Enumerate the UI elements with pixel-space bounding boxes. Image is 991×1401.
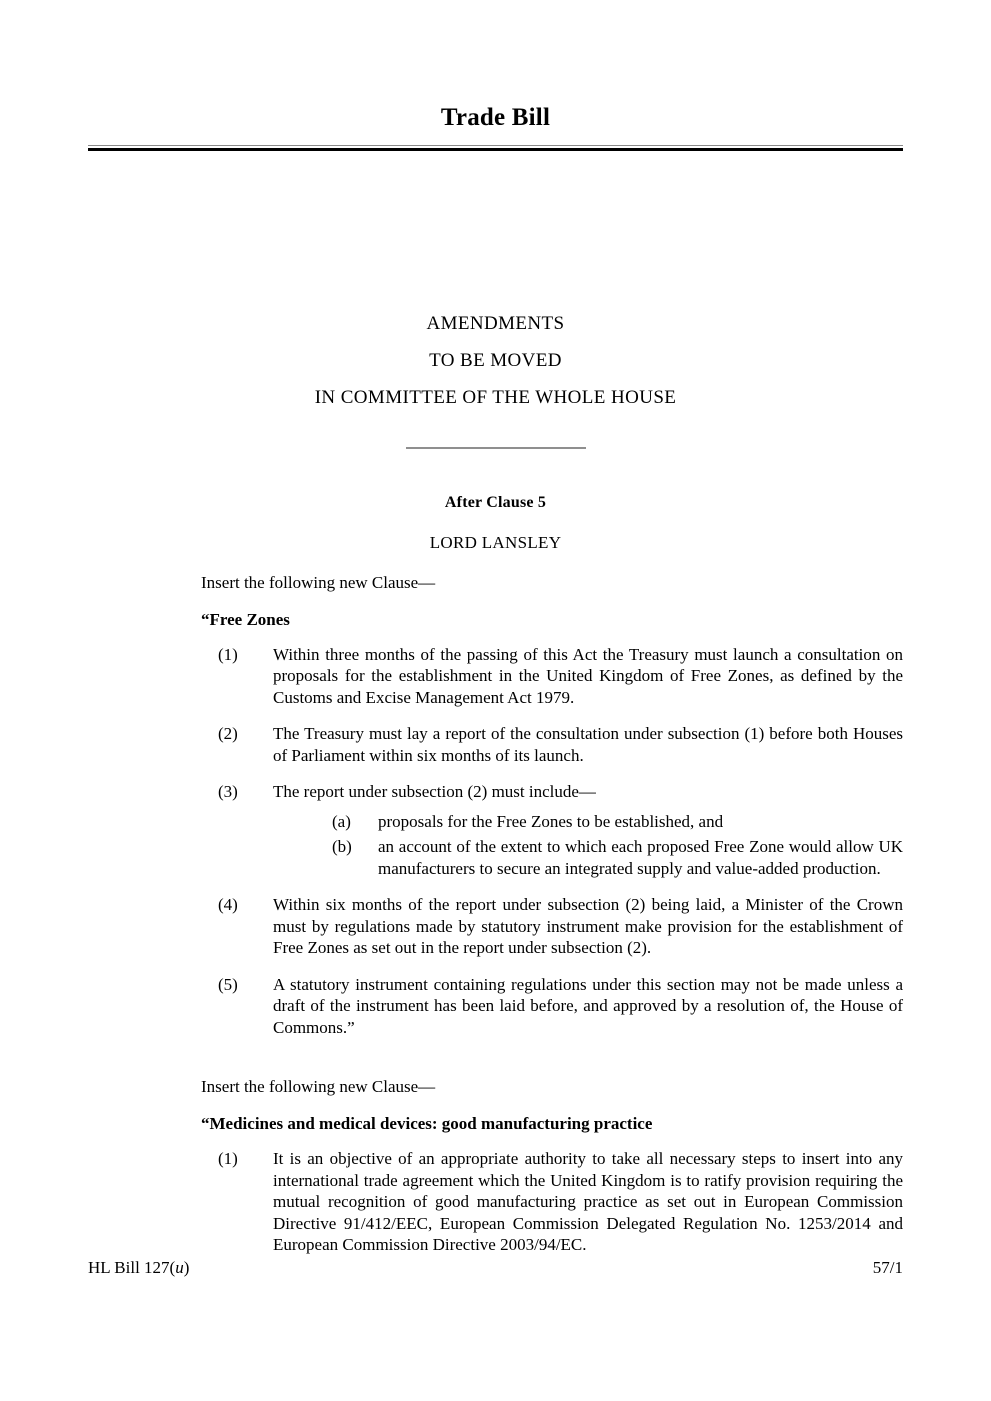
- document-title: Trade Bill: [440, 104, 551, 131]
- sub-item-letter: (a): [332, 811, 351, 831]
- subsection-number: (5): [218, 974, 238, 994]
- subsection-number: (1): [218, 1149, 238, 1168]
- separator-rule: [406, 447, 586, 449]
- sub-item: [332, 836, 903, 879]
- clause-1-subsections: [88, 644, 903, 1039]
- subsection-number: (2): [218, 724, 238, 743]
- clause-title-medicines: “Medicines and medical devices: good manufacturing practice: [201, 1114, 653, 1133]
- bill-reference-suffix: ): [183, 1258, 190, 1277]
- masthead-rule-thick: [88, 148, 903, 151]
- subsection-number: (3): [218, 782, 238, 801]
- amendments-heading-block: [88, 305, 903, 454]
- subsection-text: Within three months of the passing of this Act the Treasury must launch a consultation on proposals for the establishment in the United Kingdom of Free Zones, as defined by the Customs and Excise Management Act 1979.: [273, 644, 903, 707]
- insert-instruction-2: Insert the following new Clause—: [201, 1077, 436, 1096]
- clause-title-free-zones: “Free Zones: [201, 609, 290, 629]
- page-reference: 57/1: [872, 1258, 903, 1277]
- bill-reference: [88, 1258, 189, 1278]
- sub-item-letter: (b): [332, 837, 352, 856]
- sub-item-text: an account of the extent to which each proposed Free Zone would allow UK manufacturers to secure an integrated supply and value-added production.: [378, 837, 903, 878]
- bill-reference-prefix: HL Bill 127(: [88, 1258, 176, 1277]
- subsection: [218, 894, 903, 959]
- subsection: [218, 1148, 903, 1256]
- subsection: [218, 723, 903, 766]
- subsection-text: A statutory instrument containing regulations under this section may not be made unless a draft of the instrument has been laid before, and approved by a resolution of, the House of Commons.”: [273, 974, 903, 1037]
- clause-marker: After Clause 5: [444, 493, 547, 511]
- heading-line-to-be-moved: TO BE MOVED: [429, 349, 562, 371]
- clause-2-subsections: [88, 1148, 903, 1256]
- heading-separator: [88, 436, 903, 454]
- subsection-number: (1): [218, 644, 238, 664]
- heading-line-amendments: AMENDMENTS: [426, 312, 565, 334]
- member-name: LORD LANSLEY: [429, 532, 562, 552]
- subsection-text: The Treasury must lay a report of the consultation under subsection (1) before both Houses of Parliament within six months of its launch.: [273, 724, 903, 765]
- bill-reference-italic: u: [175, 1258, 184, 1277]
- masthead-rule: [88, 145, 903, 151]
- page-content: [88, 0, 903, 1256]
- subsection: [218, 974, 903, 1039]
- subsection: [218, 644, 903, 709]
- subsection-text: It is an objective of an appropriate authority to take all necessary steps to insert into any international trade agreement which the United Kingdom is to ratify provision requiring the mutual recognition of good manufacturing practice as set out in European Commission Directive 91/412/EEC, European Commission Delegated Regulation No. 1253/2014 and European Commission Directive 2003/94/EC.: [273, 1149, 903, 1254]
- subsection-3-items: [273, 811, 903, 880]
- insert-instruction-1: Insert the following new Clause—: [201, 572, 436, 592]
- sub-item: [332, 811, 903, 833]
- subsection: [218, 781, 903, 879]
- heading-line-in-committee: IN COMMITTEE OF THE WHOLE HOUSE: [314, 386, 677, 408]
- subsection-number: (4): [218, 895, 238, 914]
- subsection-text: Within six months of the report under subsection (2) being laid, a Minister of the Crown must by regulations made by statutory instrument make provision for the establishment of Free Zones as set out in the report under subsection (2).: [273, 895, 903, 957]
- page-footer: [88, 1258, 903, 1278]
- sub-item-text: proposals for the Free Zones to be established, and: [378, 811, 724, 831]
- subsection-text: The report under subsection (2) must include—: [273, 782, 596, 801]
